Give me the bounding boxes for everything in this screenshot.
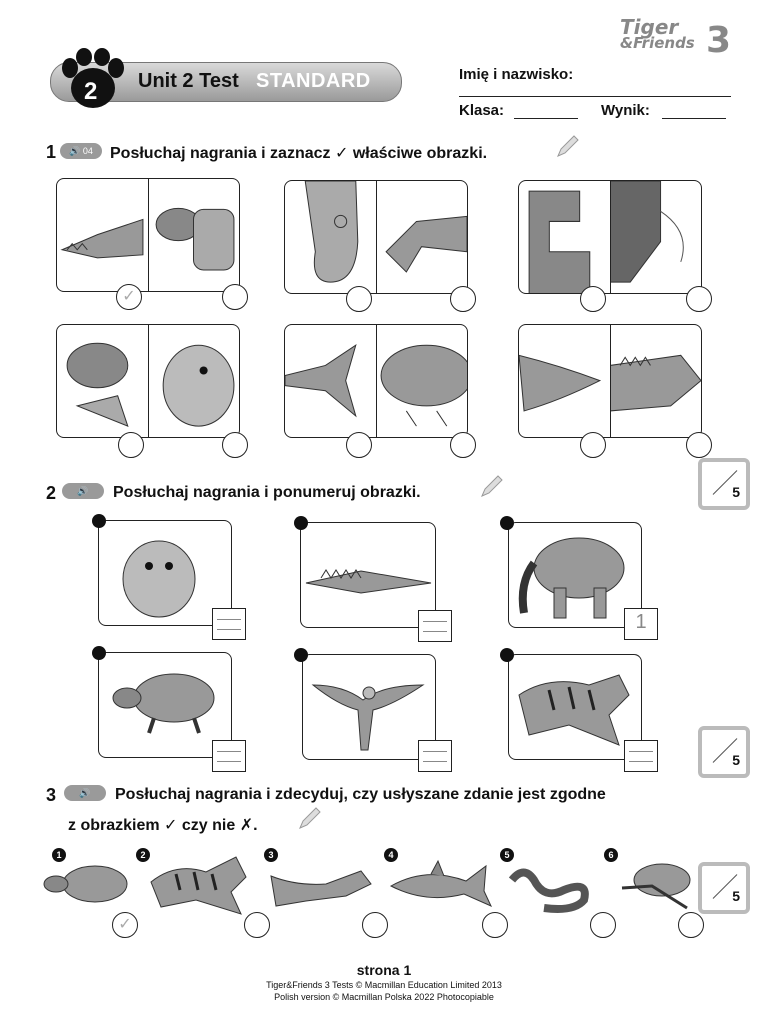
claw-icon: [376, 181, 467, 294]
tortoise-shell-icon: [376, 325, 467, 438]
speaker-icon: 🔊: [79, 788, 91, 798]
q1-card: [56, 324, 240, 438]
answer-circle[interactable]: [346, 432, 372, 458]
q2-card-tiger: [508, 654, 642, 760]
answer-circle[interactable]: ✓: [116, 284, 142, 310]
answer-circle[interactable]: [686, 432, 712, 458]
answer-circle[interactable]: [580, 286, 606, 312]
answer-circle[interactable]: [346, 286, 372, 312]
wing-icon: [519, 325, 610, 438]
tiger-tail-icon: [519, 181, 610, 294]
unit-level: STANDARD: [256, 70, 371, 92]
q2-number-dot: [92, 646, 106, 660]
q2-answer-box[interactable]: 1: [624, 608, 658, 640]
pencil-icon: [554, 134, 580, 160]
answer-circle[interactable]: [118, 432, 144, 458]
lizard-icon: [266, 856, 376, 914]
q3-item-number: 1: [52, 848, 66, 862]
answer-circle[interactable]: [450, 286, 476, 312]
answer-circle[interactable]: [450, 432, 476, 458]
q2-number-dot: [500, 516, 514, 530]
q2-score-box[interactable]: 5: [698, 726, 750, 778]
shark-icon: [386, 856, 496, 914]
pencil-icon: [478, 474, 504, 500]
score-field[interactable]: [662, 118, 726, 119]
snake-icon: [504, 860, 600, 914]
q2-card-elephant: [508, 522, 642, 628]
q3-audio-icon[interactable]: [64, 785, 106, 801]
answer-circle[interactable]: [678, 912, 704, 938]
q2-number-dot: [92, 514, 106, 528]
wing-icon: [610, 181, 701, 294]
tortoise-icon: [148, 179, 239, 292]
q2-instruction: Posłuchaj nagrania i ponumeruj obrazki.: [113, 484, 421, 501]
q1-audio-icon[interactable]: 🔊 04: [60, 143, 102, 159]
q2-number-dot: [294, 648, 308, 662]
q1-score-box[interactable]: 5: [698, 458, 750, 510]
q3-item-number: 6: [604, 848, 618, 862]
q1-card: [56, 178, 240, 292]
hamster-icon: [148, 325, 239, 438]
q2-audio-icon[interactable]: [62, 483, 104, 499]
q2-answer-box[interactable]: [418, 610, 452, 642]
score-label: Wynik:: [601, 102, 650, 119]
q1-card: [518, 180, 702, 294]
unit-title: Unit 2 Test: [138, 70, 239, 92]
q2-answer-box[interactable]: [418, 740, 452, 772]
page-number: strona 1: [356, 962, 412, 978]
q3-number: 3: [46, 785, 57, 805]
q2-number-dot: [294, 516, 308, 530]
q1-instruction: Posłuchaj nagrania i zaznacz ✓ właściwe obrazki.: [110, 145, 488, 162]
frog-icon: [57, 325, 148, 438]
parrot-icon: [303, 655, 435, 759]
crocodile-icon: [57, 179, 148, 292]
class-field[interactable]: [514, 118, 578, 119]
fish-icon: [285, 325, 376, 438]
brand-logo: Tiger &Friends 3: [620, 15, 732, 61]
tortoise-icon: [40, 858, 132, 914]
answer-circle[interactable]: [590, 912, 616, 938]
q2-number-dot: [500, 648, 514, 662]
q3-item-number: 4: [384, 848, 398, 862]
answer-circle[interactable]: [244, 912, 270, 938]
answer-circle[interactable]: ✓: [112, 912, 138, 938]
answer-circle[interactable]: [686, 286, 712, 312]
copyright-line-1: Tiger&Friends 3 Tests © Macmillan Education Limited 2013: [266, 980, 502, 990]
class-label: Klasa:: [459, 102, 505, 119]
q1-card: [518, 324, 702, 438]
answer-circle[interactable]: [482, 912, 508, 938]
q3-item-number: 2: [136, 848, 150, 862]
q2-answer-box[interactable]: [212, 608, 246, 640]
tiger-icon: [146, 852, 256, 918]
speaker-icon: 🔊: [77, 486, 89, 496]
q3-score-box[interactable]: 5: [698, 862, 750, 914]
unit-number: 2: [84, 78, 98, 105]
q1-card: [284, 180, 468, 294]
q3-instruction-line2: z obrazkiem ✓ czy nie ✗.: [68, 817, 258, 834]
q2-card-parrot: [302, 654, 436, 760]
elephant-trunk-icon: [285, 181, 376, 294]
q2-number: 2: [46, 483, 57, 503]
q2-answer-box[interactable]: [624, 740, 658, 772]
answer-circle[interactable]: [222, 284, 248, 310]
pencil-icon: [296, 806, 322, 832]
speaker-icon: 🔊: [69, 146, 83, 156]
frog-icon: [612, 858, 702, 912]
answer-circle[interactable]: [362, 912, 388, 938]
q3-item-number: 3: [264, 848, 278, 862]
q1-number: 1: [46, 142, 57, 162]
crocodile-icon: [610, 325, 701, 438]
name-field[interactable]: [459, 96, 731, 97]
copyright-line-2: Polish version © Macmillan Polska 2022 Photocopiable: [274, 992, 494, 1002]
q1-card: [284, 324, 468, 438]
q3-item-number: 5: [500, 848, 514, 862]
q2-card-crocodile: [300, 522, 436, 628]
crocodile-icon: [301, 523, 435, 627]
name-label: Imię i nazwisko:: [459, 66, 574, 83]
tiger-icon: [509, 655, 641, 759]
q2-answer-box[interactable]: [212, 740, 246, 772]
q3-instruction-line1: Posłuchaj nagrania i zdecyduj, czy usłyszane zdanie jest zgodne: [115, 786, 606, 803]
answer-circle[interactable]: [222, 432, 248, 458]
elephant-icon: [509, 523, 641, 627]
answer-circle[interactable]: [580, 432, 606, 458]
